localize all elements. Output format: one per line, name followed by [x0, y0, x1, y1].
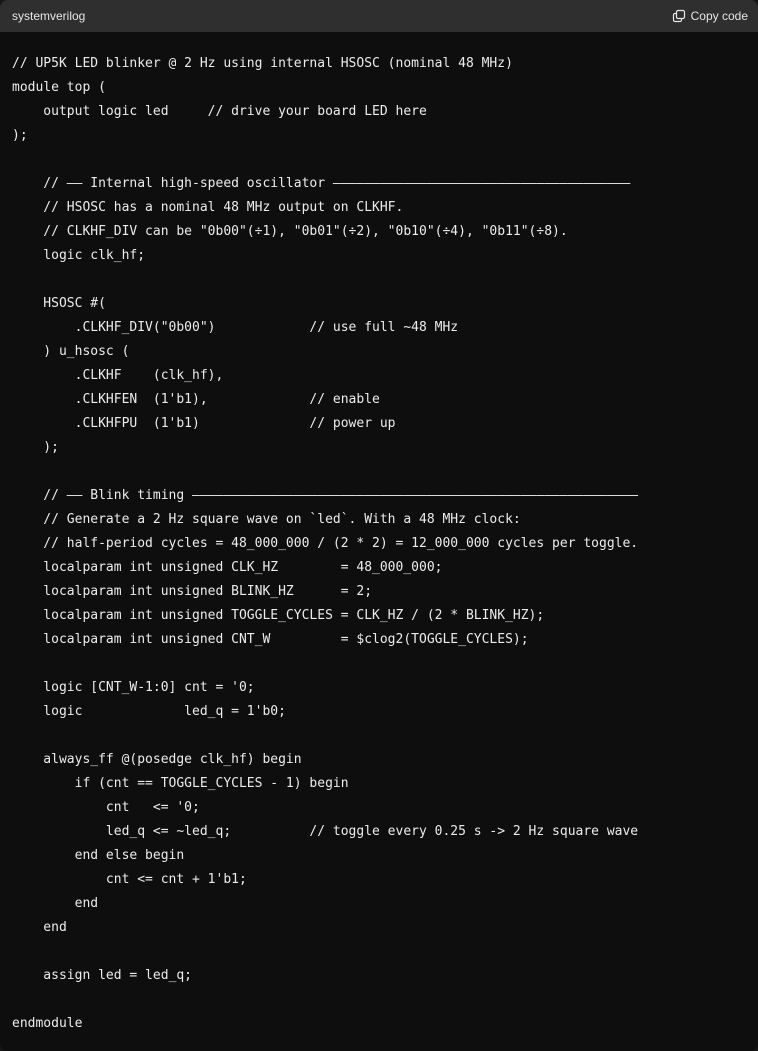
code-body[interactable]	[0, 32, 758, 1051]
copy-icon	[672, 9, 686, 23]
language-label: systemverilog	[12, 9, 86, 23]
code-text[interactable]: // UP5K LED blinker @ 2 Hz using internal HSOSC (nominal 48 MHz) module top ( output logic led // drive your board LED here ); // —— Internal high-speed oscillator —————————————————————————————————————— // HSOSC has a nominal 48 MHz output on CLKHF. // CLKHF_DIV can be "0b00"(÷1), "0b01"(÷2), "0b10"(÷4), "0b11"(÷8). logic clk_hf; HSOSC #( .CLKHF_DIV("0b00") // use full ~48 MHz ) u_hsosc ( .CLKHF (clk_hf), .CLKHFEN (1'b1), // enable .CLKHFPU (1'b1) // power up ); // —— Blink timing ————————————————————————————————————————————————————————— // Generate a 2 Hz square wave on `led`. With a 48 MHz clock: // half-period cycles = 48_000_000 / (2 * 2) = 12_000_000 cycles per toggle. localparam int unsigned CLK_HZ = 48_000_000; localparam int unsigned BLINK_HZ = 2; localparam int unsigned TOGGLE_CYCLES = CLK_HZ / (2 * BLINK_HZ); localparam int unsigned CNT_W = $clog2(TOGGLE_CYCLES); logic [CNT_W-1:0] cnt = '0; logic led_q = 1'b0; always_ff @(posedge clk_hf) begin if (cnt == TOGGLE_CYCLES - 1) begin cnt <= '0; led_q <= ~led_q; // toggle every 0.25 s -> 2 Hz square wave end else begin cnt <= cnt + 1'b1; end end assign led = led_q; endmodule	[12, 56, 639, 1031]
code-header	[0, 0, 758, 32]
copy-code-button[interactable]	[672, 9, 748, 23]
copy-code-label: Copy code	[690, 9, 748, 23]
